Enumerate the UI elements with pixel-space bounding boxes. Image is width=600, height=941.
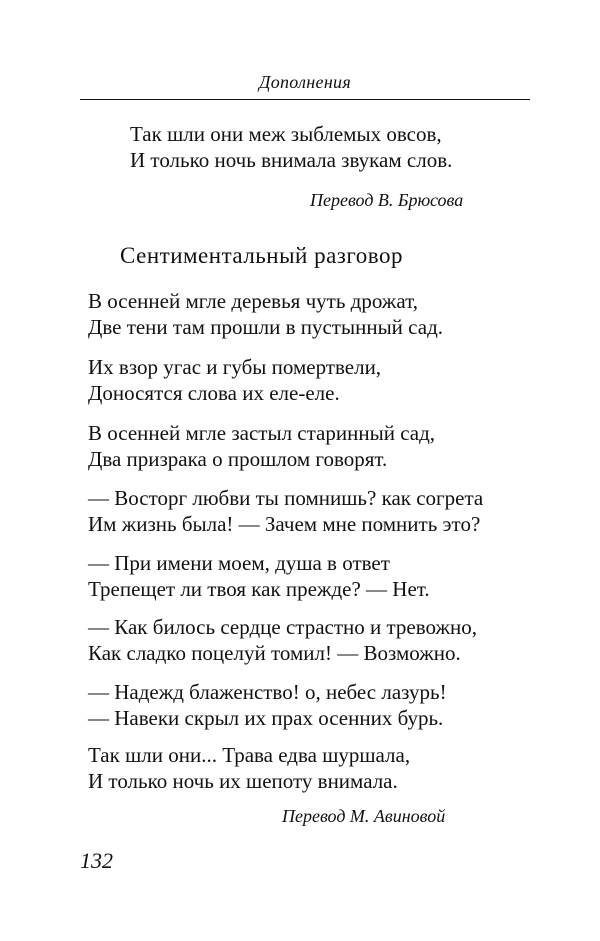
poem-line: Доносятся слова их еле-еле. xyxy=(88,381,340,405)
poem-stanza xyxy=(88,614,477,666)
previous-poem-stanza xyxy=(130,121,452,173)
poem-stanza xyxy=(88,354,381,406)
header-rule xyxy=(80,99,530,100)
poem-line: И только ночь их шепоту внимала. xyxy=(88,769,398,793)
poem-line: Так шли они... Трава едва шуршала, xyxy=(88,743,411,767)
poem-line: Две тени там прошли в пустынный сад. xyxy=(88,315,444,339)
poem-stanza xyxy=(88,485,483,537)
translator-credit: Перевод В. Брюсова xyxy=(310,190,464,210)
poem-line: В осенней мгле застыл старинный сад, xyxy=(88,421,436,445)
poem-line: — Надежд блаженство! о, небес лазурь! xyxy=(88,680,447,704)
poem-line: Так шли они меж зыблемых овсов, xyxy=(130,122,442,146)
poem-stanza xyxy=(88,550,430,602)
poem-line: — Как билось сердце страстно и тревожно, xyxy=(88,615,477,639)
poem-line: Их взор угас и губы помертвели, xyxy=(88,355,382,379)
poem-line: И только ночь внимала звукам слов. xyxy=(130,148,453,172)
poem-stanza xyxy=(88,420,435,472)
poem-line: В осенней мгле деревья чуть дрожат, xyxy=(88,289,418,313)
poem-line: — Навеки скрыл их прах осенних бурь. xyxy=(88,706,444,730)
poem-stanza xyxy=(88,742,410,794)
poem-line: Два призрака о прошлом говорят. xyxy=(88,447,388,471)
running-header: Дополнения xyxy=(258,72,352,92)
poem-title: Сентиментальный разговор xyxy=(120,243,403,268)
poem-line: — Восторг любви ты помнишь? как согрета xyxy=(88,486,484,510)
poem-line: — При имени моем, душа в ответ xyxy=(88,551,390,575)
translator-credit: Перевод М. Авиновой xyxy=(282,806,446,826)
poem-line: Им жизнь была! — Зачем мне помнить это? xyxy=(88,512,481,536)
poem-stanza xyxy=(88,288,443,340)
poem-line: Трепещет ли твоя как прежде? — Нет. xyxy=(88,577,430,601)
poem-line: Как сладко поцелуй томил! — Возможно. xyxy=(88,641,461,665)
page-number: 132 xyxy=(80,848,113,873)
poem-stanza xyxy=(88,679,447,731)
